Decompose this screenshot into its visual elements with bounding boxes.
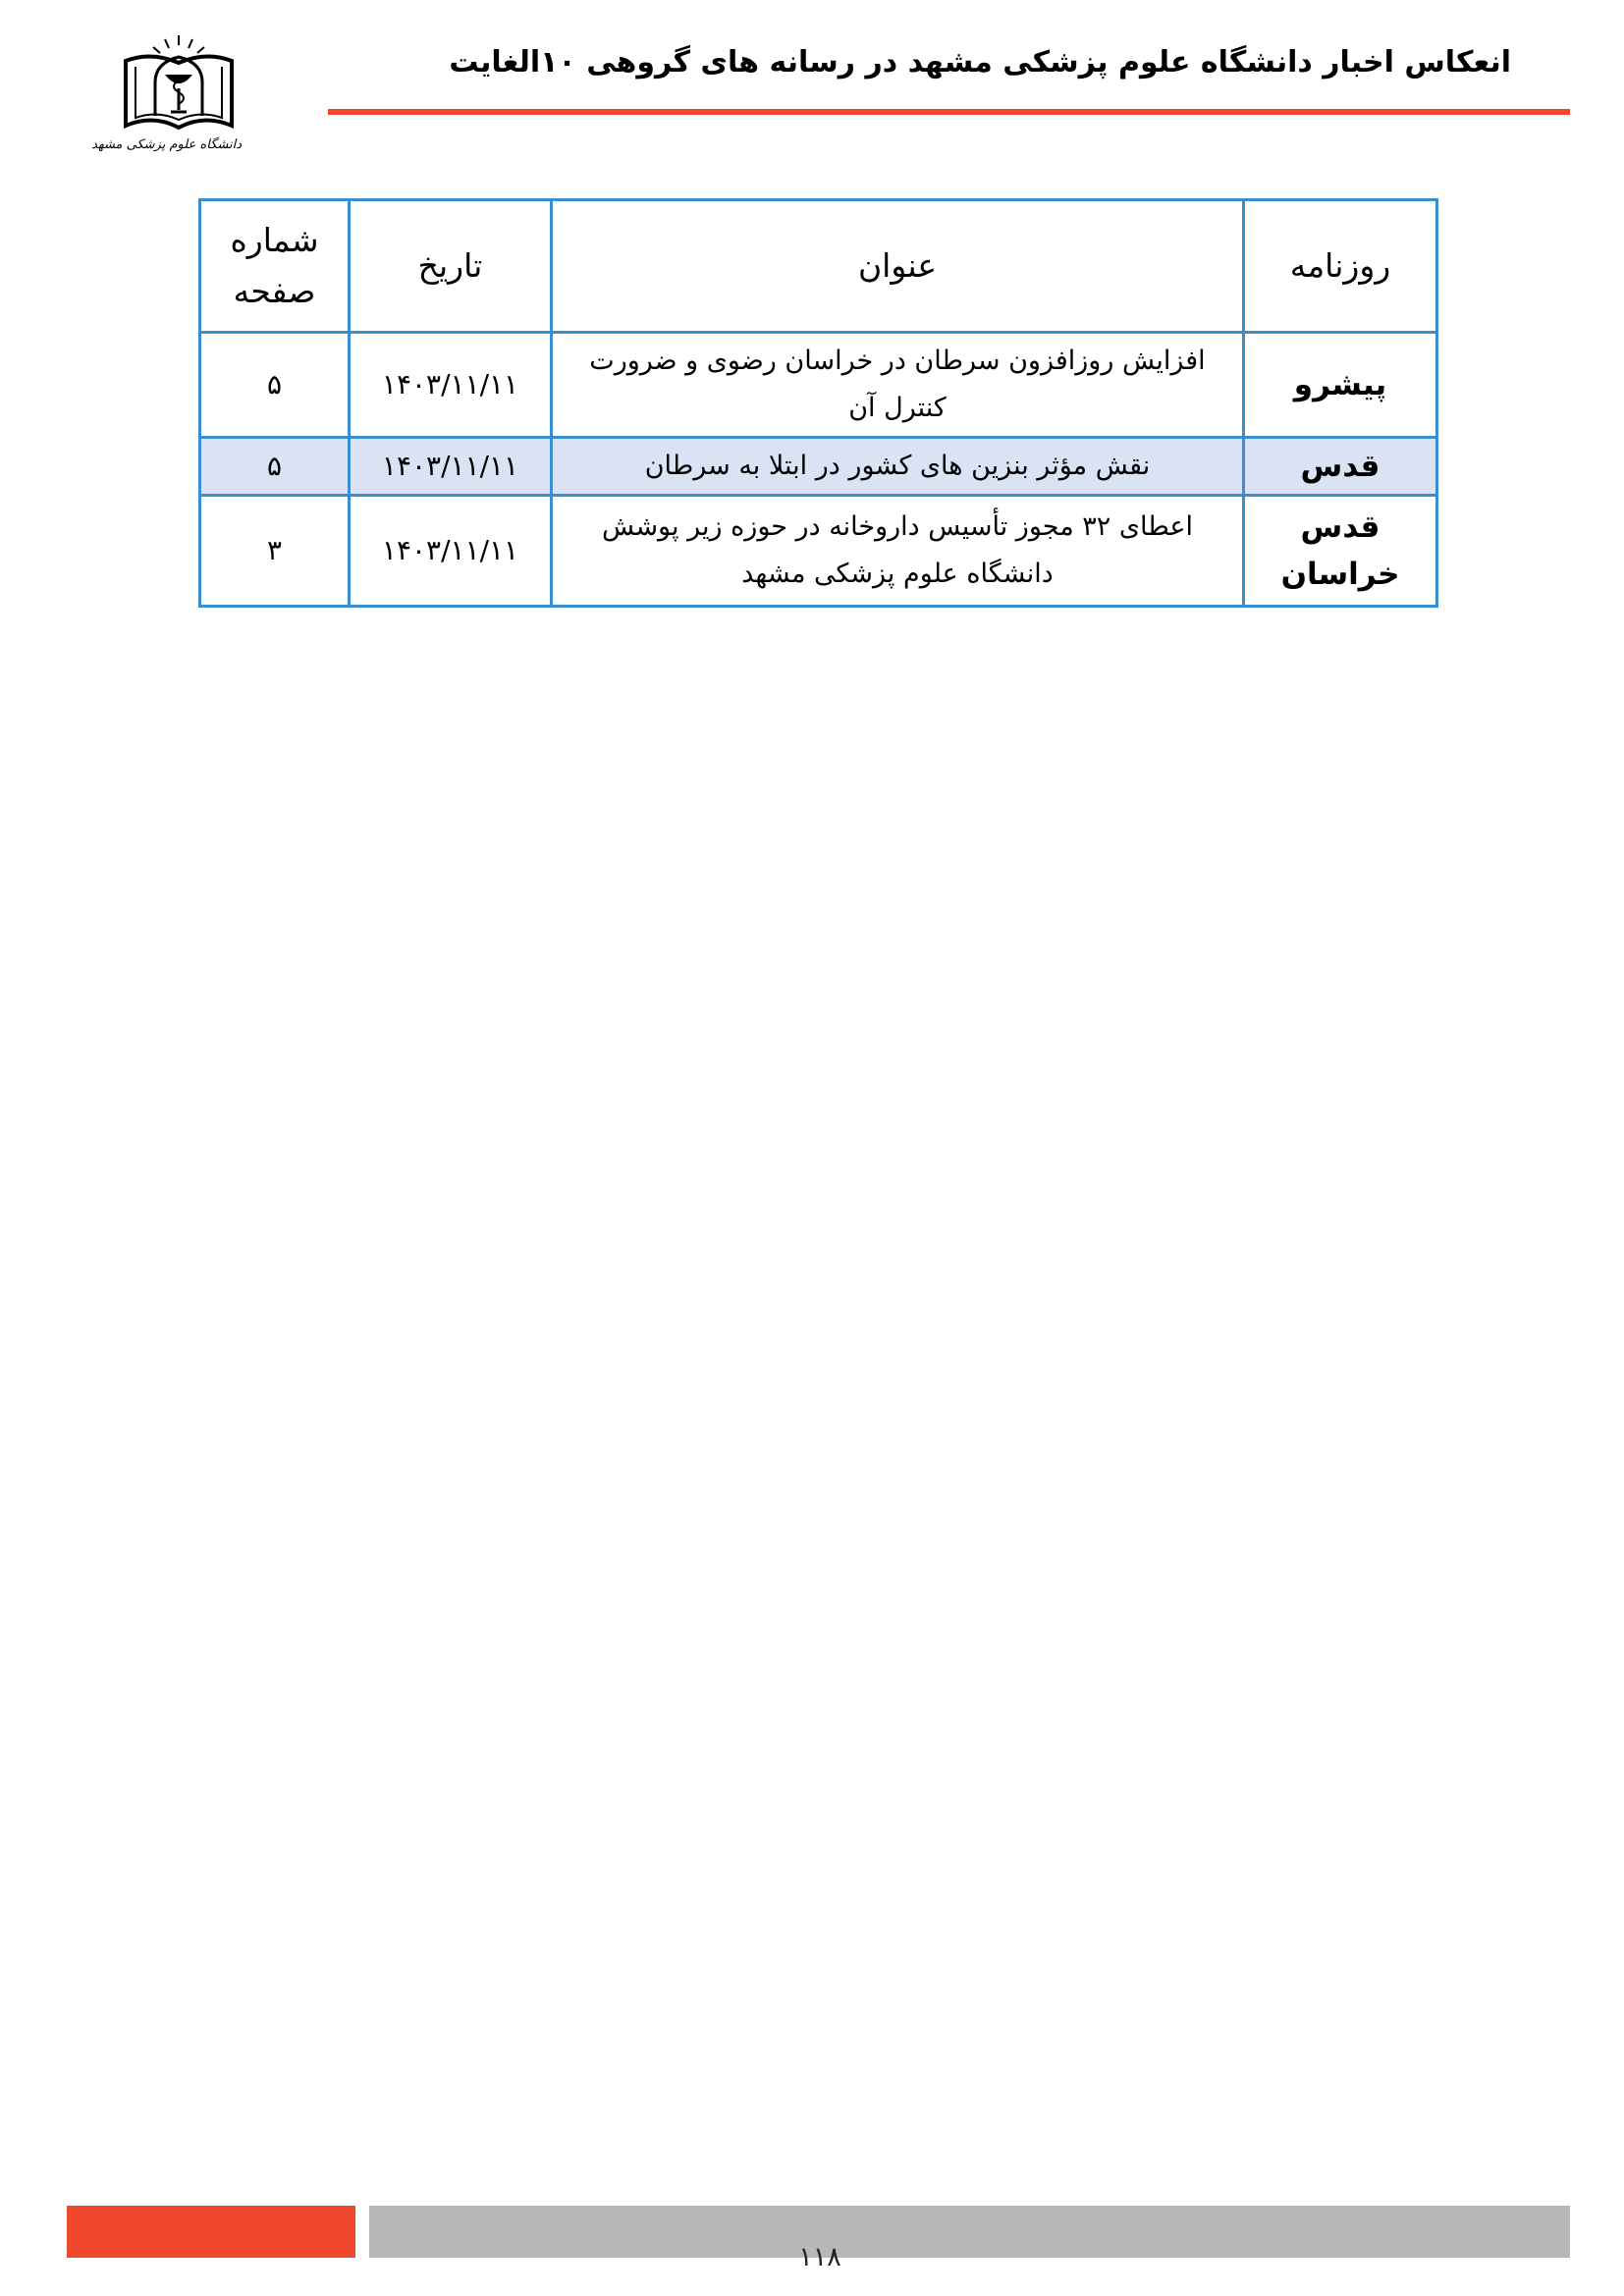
cell-date: ۱۴۰۳/۱۱/۱۱ — [350, 333, 552, 438]
cell-page: ۵ — [200, 438, 350, 496]
cell-newspaper: قدس خراسان — [1244, 496, 1437, 607]
cell-title: نقش مؤثر بنزین های کشور در ابتلا به سرطان — [552, 438, 1244, 496]
column-header-newspaper: روزنامه — [1244, 200, 1437, 333]
news-table — [198, 198, 1438, 608]
column-header-date: تاریخ — [350, 200, 552, 333]
university-logo — [91, 31, 242, 169]
table-row — [200, 438, 1437, 496]
cell-page: ۵ — [200, 333, 350, 438]
table-row — [200, 496, 1437, 607]
column-header-page: شماره صفحه — [200, 200, 350, 333]
page-title: انعکاس اخبار دانشگاه علوم پزشکی مشهد در رسانه های گروهی ۱۰الغایت — [449, 45, 1511, 80]
footer-accent-bar — [67, 2206, 355, 2258]
university-emblem-icon — [116, 31, 242, 137]
table-header-row — [200, 200, 1437, 333]
cell-newspaper: قدس — [1244, 438, 1437, 496]
cell-date: ۱۴۰۳/۱۱/۱۱ — [350, 496, 552, 607]
logo-caption: دانشگاه علوم پزشکی مشهد — [91, 137, 242, 152]
header-divider — [328, 109, 1570, 115]
column-header-title: عنوان — [552, 200, 1244, 333]
footer-bar — [369, 2206, 1570, 2258]
cell-newspaper: پیشرو — [1244, 333, 1437, 438]
cell-date: ۱۴۰۳/۱۱/۱۱ — [350, 438, 552, 496]
cell-page: ۳ — [200, 496, 350, 607]
table-row — [200, 333, 1437, 438]
cell-title: افزایش روزافزون سرطان در خراسان رضوی و ضرورت کنترل آن — [552, 333, 1244, 438]
page-number: ۱۱۸ — [798, 2242, 841, 2272]
cell-title: اعطای ۳۲ مجوز تأسیس داروخانه در حوزه زیر پوشش دانشگاه علوم پزشکی مشهد — [552, 496, 1244, 607]
